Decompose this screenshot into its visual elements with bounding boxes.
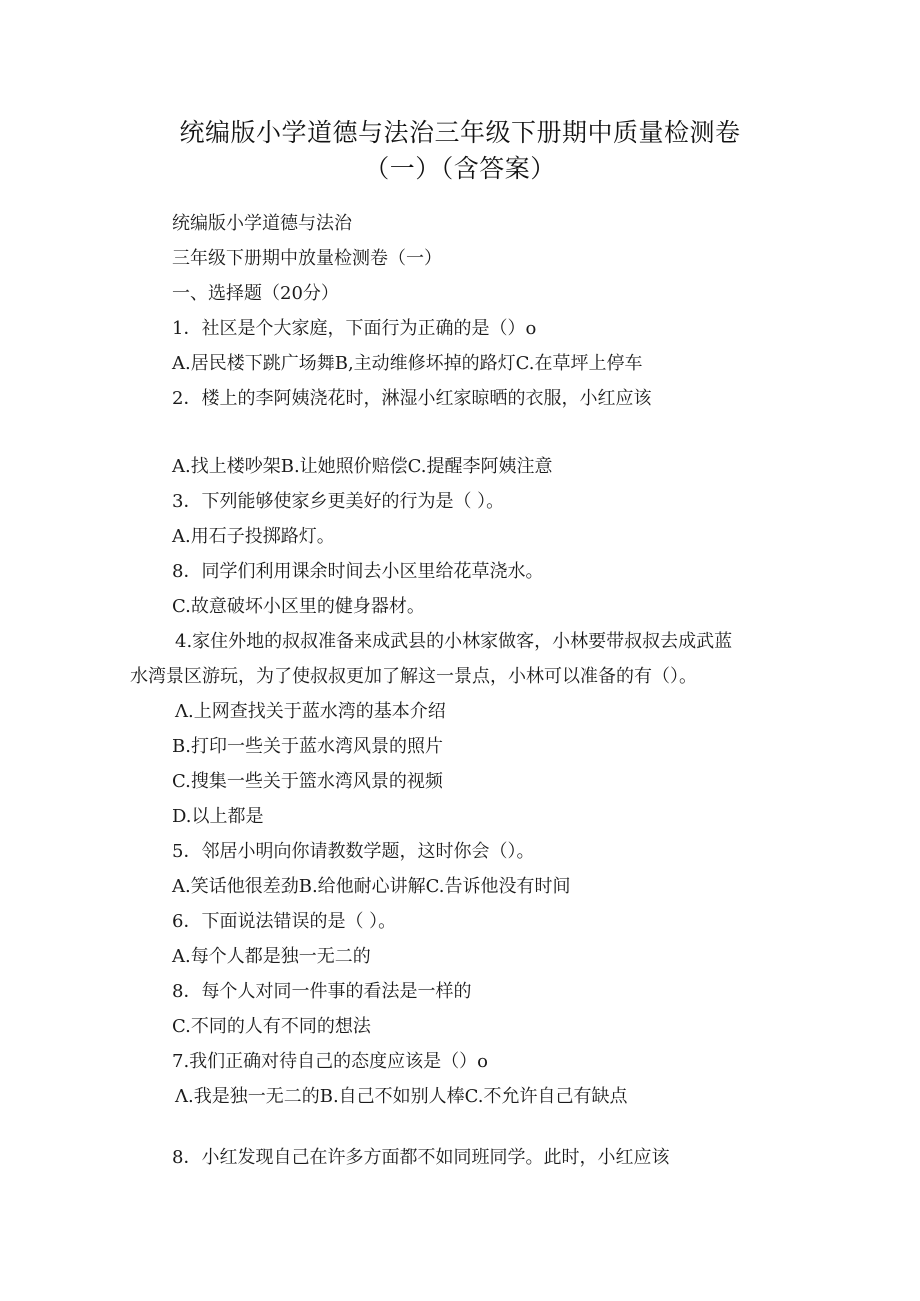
question-2-options: A.找上楼吵架B.让她照价赔偿C.提醒李阿姨注意 — [172, 456, 553, 477]
section-heading: 一、选择题（20分） — [172, 283, 339, 304]
document-title-line-2: （一）（含答案） — [364, 154, 556, 183]
question-4-option-b: B.打印一些关于蓝水湾风景的照片 — [172, 736, 443, 757]
question-4-option-d: D.以上都是 — [172, 806, 264, 827]
question-4-option-a: Λ.上网查找关于蓝水湾的基本介绍 — [175, 701, 446, 722]
document-title-line-1: 统编版小学道德与法治三年级下册期中质量检测卷 — [179, 118, 741, 147]
question-6-option-b: 8．每个人对同一件事的看法是一样的 — [172, 981, 472, 1002]
question-4-line-1: 4.家住外地的叔叔准备来成武县的小林家做客，小林要带叔叔去成武蓝 — [175, 631, 733, 652]
question-7-options: Λ.我是独一无二的B.自己不如别人棒C.不允许自己有缺点 — [175, 1086, 628, 1107]
question-2: 2．楼上的李阿姨浇花时，淋湿小红家晾晒的衣服，小红应该 — [172, 388, 652, 409]
question-3: 3．下列能够使家乡更美好的行为是（ ）。 — [172, 491, 505, 512]
question-4-option-c: C.搜集一些关于篮水湾风景的视频 — [172, 771, 443, 792]
question-8: 8．小红发现自己在许多方面都不如同班同学。此时，小红应该 — [172, 1147, 670, 1168]
question-4-line-2: 水湾景区游玩，为了使叔叔更加了解这一景点，小林可以准备的有（）。 — [130, 666, 697, 687]
question-3-option-c: C.故意破坏小区里的健身器材。 — [172, 596, 425, 617]
question-1: 1．社区是个大家庭，下面行为正确的是（）o — [172, 318, 537, 339]
question-7: 7.我们正确对待自己的态度应该是（）o — [172, 1051, 489, 1072]
question-3-option-a: A.用石子投掷路灯。 — [172, 526, 335, 547]
question-5-options: A.笑话他很差劲B.给他耐心讲解C.告诉他没有时间 — [172, 876, 571, 897]
question-5: 5．邻居小明向你请教数学题，这时你会（）。 — [172, 841, 535, 862]
question-1-options: A.居民楼下跳广场舞B,主动维修坏掉的路灯C.在草坪上停车 — [172, 353, 643, 374]
question-6-option-c: C.不同的人有不同的想法 — [172, 1016, 371, 1037]
question-3-option-b: 8．同学们利用课余时间去小区里给花草浇水。 — [172, 561, 544, 582]
subject-line: 统编版小学道德与法治 — [172, 213, 352, 234]
exam-name-line: 三年级下册期中放量检测卷（一） — [172, 248, 442, 269]
question-6: 6．下面说法错误的是（ ）。 — [172, 911, 397, 932]
question-6-option-a: A.每个人都是独一无二的 — [172, 946, 371, 967]
